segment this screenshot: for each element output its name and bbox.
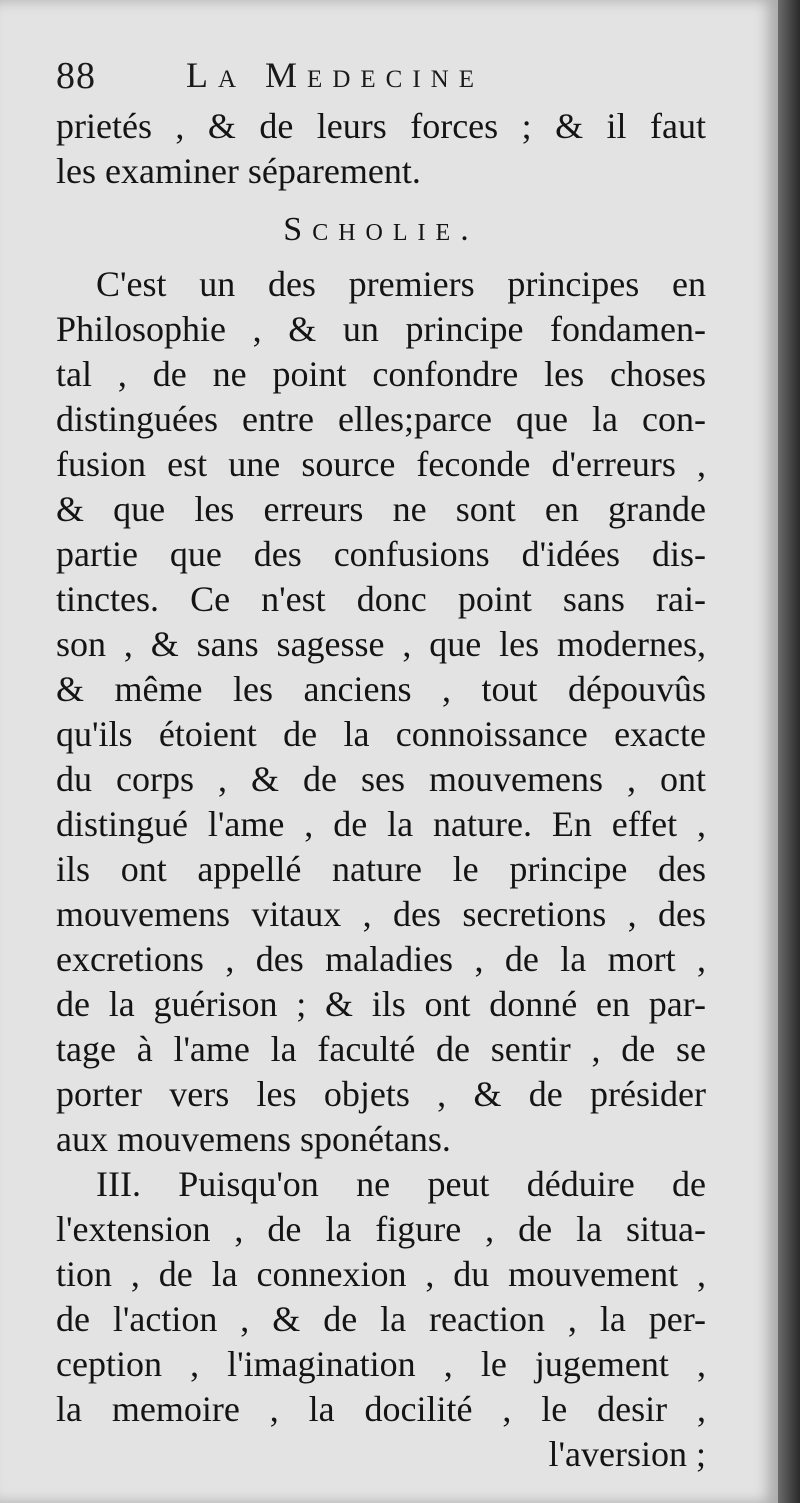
page-text <box>56 104 706 1477</box>
text-line: mouvemens vitaux , des secretions , des <box>56 894 706 934</box>
text-line: C'est un des premiers principes en <box>96 264 706 304</box>
text-line: & que les erreurs ne sont en grande <box>56 489 706 529</box>
text-line: tage à l'ame la faculté de sentir , de se <box>56 1029 706 1069</box>
text-line: qu'ils étoient de la connoissance exacte <box>56 714 706 754</box>
text-line: de l'action , & de la reaction , la per- <box>56 1299 706 1339</box>
scholie-paragraph <box>56 262 706 1162</box>
text-line: fusion est une source feconde d'erreurs , <box>56 444 706 484</box>
text-line: & même les anciens , tout dépouvûs <box>56 669 706 709</box>
text-line: du corps , & de ses mouvemens , ont <box>56 759 706 799</box>
text-line: distinguées entre elles;parce que la con- <box>56 399 706 439</box>
text-line: son , & sans sagesse , que les modernes, <box>56 624 706 664</box>
text-line: excretions , des maladies , de la mort , <box>56 939 706 979</box>
text-line: tal , de ne point confondre les choses <box>56 354 706 394</box>
text-line: porter vers les objets , & de présider <box>56 1074 706 1114</box>
continuation-paragraph <box>56 104 706 194</box>
text-line: prietés , & de leurs forces ; & il faut <box>56 106 706 146</box>
text-line: tion , de la connexion , du mouvement , <box>56 1254 706 1294</box>
text-line: ils ont appellé nature le principe des <box>56 849 706 889</box>
text-line: de la guérison ; & ils ont donné en par- <box>56 984 706 1024</box>
section-iii-paragraph <box>56 1162 706 1432</box>
text-line: Philosophie , & un principe fondamen- <box>56 309 706 349</box>
text-line: les examiner séparement. <box>56 151 421 191</box>
running-head: La Medecine <box>186 55 484 95</box>
text-line: ception , l'imagination , le jugement , <box>56 1344 706 1384</box>
text-line: l'extension , de la figure , de la situa- <box>56 1209 706 1249</box>
catchword: l'aversion ; <box>548 1434 706 1474</box>
text-line: tinctes. Ce n'est donc point sans rai- <box>56 579 706 619</box>
section-title: Scholie. <box>283 211 479 248</box>
text-line: distingué l'ame , de la nature. En effet , <box>56 804 706 844</box>
text-line: III. Puisqu'on ne peut déduire de <box>96 1164 706 1204</box>
text-line: aux mouvemens sponétans. <box>56 1119 451 1159</box>
page-header <box>56 54 706 104</box>
page-edge-shadow <box>778 0 800 1503</box>
text-line: la memoire , la docilité , le desir , <box>56 1389 706 1429</box>
text-line: partie que des confusions d'idées dis- <box>56 534 706 574</box>
page-number: 88 <box>56 55 96 97</box>
